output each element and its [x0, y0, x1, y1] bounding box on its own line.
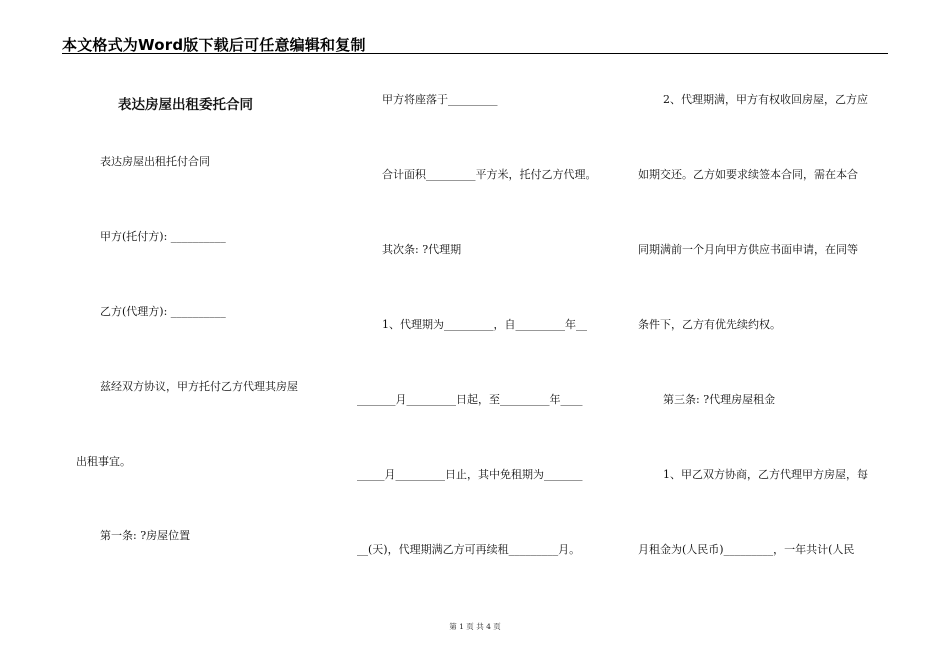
section-heading: 其次条: ?代理期: [382, 243, 462, 256]
paragraph-line: 合计面积_________平方米，托付乙方代理。: [382, 168, 597, 181]
page-number-footer: 第 1 页 共 4 页: [449, 622, 501, 631]
paragraph-line: _____月_________日止，其中免租期为_______: [357, 468, 583, 481]
contract-title: 表达房屋出租委托合同: [118, 97, 253, 113]
paragraph-line: 2、代理期满，甲方有权收回房屋，乙方应: [663, 93, 868, 106]
paragraph-line: 同期满前一个月向甲方供应书面申请，在同等: [638, 243, 858, 256]
paragraph-line: 月租金为(人民币)_________，一年共计(人民: [638, 543, 855, 556]
document-header-title: 本文格式为Word版下载后可任意编辑和复制: [62, 36, 366, 54]
paragraph-line: _______月_________日起，至_________年____: [357, 393, 583, 406]
paragraph-line: 条件下，乙方有优先续约权。: [638, 318, 781, 331]
party-b-line: 乙方(代理方): __________: [100, 305, 226, 318]
paragraph-line: __(天)，代理期满乙方可再续租_________月。: [357, 543, 581, 556]
paragraph-line: 1、甲乙双方协商，乙方代理甲方房屋，每: [663, 468, 868, 481]
section-heading: 第一条: ?房屋位置: [100, 529, 191, 542]
paragraph-line: 甲方将座落于_________: [382, 93, 498, 106]
section-heading: 第三条: ?代理房屋租金: [663, 393, 776, 406]
paragraph-line: 兹经双方协议，甲方托付乙方代理其房屋: [100, 380, 298, 393]
paragraph-line: 表达房屋出租托付合同: [100, 155, 210, 168]
paragraph-line: 1、代理期为_________，自_________年__: [382, 318, 587, 331]
paragraph-line: 如期交还。乙方如要求续签本合同，需在本合: [638, 168, 858, 181]
header-divider: [62, 53, 888, 54]
party-a-line: 甲方(托付方): __________: [100, 230, 226, 243]
paragraph-line: 出租事宜。: [76, 455, 131, 468]
